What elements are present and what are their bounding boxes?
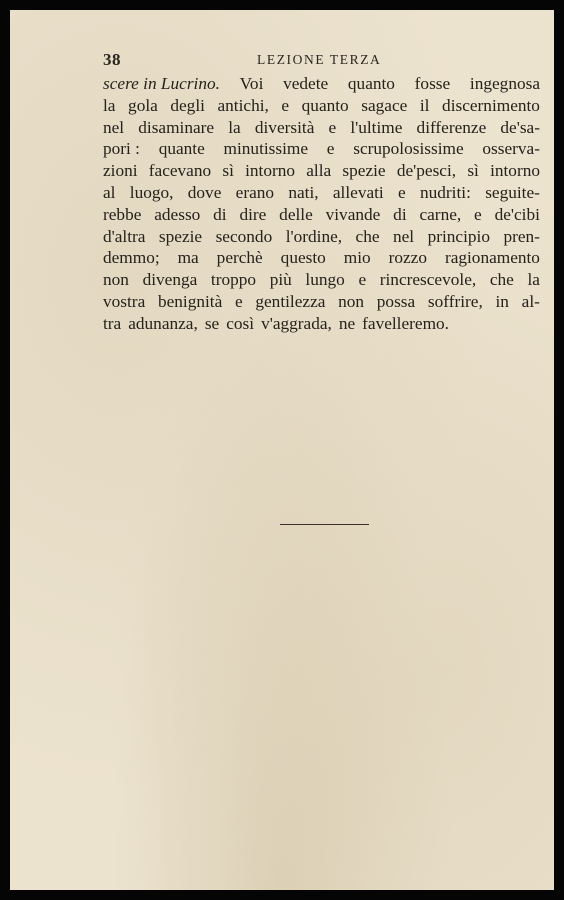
text-word: vivande — [325, 204, 381, 224]
text-line — [103, 73, 540, 95]
text-word: nati, — [288, 182, 319, 202]
text-word: di — [393, 204, 407, 224]
text-word: e — [281, 95, 290, 115]
text-word: sì — [222, 161, 234, 181]
text-word: d'altra — [103, 226, 146, 246]
text-word: in — [495, 291, 509, 311]
text-word: l'ultime — [350, 117, 403, 137]
text-word: scrupolosissime — [353, 139, 464, 159]
text-line — [103, 226, 540, 248]
text-word: adunanza, — [128, 313, 198, 333]
text-word: spezie — [342, 161, 386, 181]
text-line — [103, 204, 540, 226]
text-word: vedete — [283, 74, 329, 93]
text-word: de'cibi — [494, 204, 540, 224]
text-word: perchè — [216, 248, 263, 268]
text-word: al — [103, 182, 116, 202]
text-word: nel — [393, 226, 415, 246]
page-header — [103, 50, 550, 72]
text-word: secondo — [215, 226, 273, 246]
text-word: l'ordine, — [285, 226, 343, 246]
text-line — [103, 291, 540, 313]
text-word: sagace — [361, 95, 408, 115]
text-word: degli — [170, 95, 205, 115]
text-word: vostra — [103, 291, 146, 311]
text-word: demmo; — [103, 248, 160, 268]
text-word: intorno — [490, 161, 540, 181]
text-word: troppo — [210, 270, 257, 290]
text-word: quante — [158, 139, 205, 159]
text-word: lungo — [305, 270, 345, 290]
text-word: che — [489, 270, 514, 290]
text-word: possa — [376, 291, 416, 311]
text-word: principio — [427, 226, 490, 246]
text-word: differenze — [416, 117, 487, 137]
text-word: la — [103, 95, 116, 115]
text-word: ragionamento — [444, 248, 540, 268]
text-word: più — [269, 270, 292, 290]
text-word: e — [328, 117, 337, 137]
text-word: carne, — [419, 204, 462, 224]
body-paragraph — [103, 73, 540, 335]
text-word: scere in Lucrino. — [103, 74, 220, 93]
text-word: delle — [279, 204, 313, 224]
book-page — [10, 10, 554, 890]
text-word: divenga — [142, 270, 198, 290]
text-word: tra — [103, 313, 122, 333]
section-divider-rule — [280, 524, 369, 525]
text-word: gentilezza — [255, 291, 326, 311]
text-word: e — [398, 182, 406, 202]
text-line — [103, 313, 540, 335]
text-word: soffrire, — [427, 291, 483, 311]
text-word: e — [474, 204, 482, 224]
text-word: antichi, — [217, 95, 269, 115]
text-line — [103, 160, 540, 182]
text-word: la — [527, 270, 540, 290]
text-word: diversità — [254, 117, 315, 137]
text-word: ne — [338, 313, 356, 333]
text-word: rebbe — [103, 204, 142, 224]
text-word: gola — [128, 95, 158, 115]
text-word: rincrescevole, — [379, 270, 477, 290]
text-word: non — [103, 270, 129, 290]
text-word: pren- — [503, 226, 540, 246]
text-word: disaminare — [138, 117, 215, 137]
text-word: pori : — [103, 139, 140, 159]
text-word: mio — [343, 248, 371, 268]
text-word: spezie — [158, 226, 203, 246]
text-word: Voi — [239, 74, 264, 93]
text-word: de'pesci, — [396, 161, 457, 181]
text-word: erano — [235, 182, 275, 202]
text-word: zioni — [103, 161, 138, 181]
text-word: intorno — [245, 161, 296, 181]
text-word: questo — [280, 248, 326, 268]
text-word: se — [204, 313, 220, 333]
text-word: così — [226, 313, 255, 333]
text-word: facevano — [148, 161, 212, 181]
text-word: dire — [239, 204, 267, 224]
text-word: e — [326, 139, 335, 159]
text-word: alla — [306, 161, 332, 181]
text-word: la — [228, 117, 241, 137]
text-line — [103, 95, 540, 117]
text-word: dove — [187, 182, 222, 202]
text-word: allevati — [332, 182, 384, 202]
text-word: nel — [103, 117, 125, 137]
text-word: luogo, — [129, 182, 174, 202]
text-word: al- — [521, 291, 540, 311]
text-word: adesso — [154, 204, 201, 224]
text-word: minutissime — [223, 139, 309, 159]
text-word: che — [355, 226, 380, 246]
text-word: il — [419, 95, 430, 115]
text-word: ingegnosa — [469, 74, 540, 93]
text-line — [103, 138, 540, 160]
text-word: sì — [467, 161, 479, 181]
text-line — [103, 117, 540, 139]
text-line — [103, 269, 540, 291]
text-word: non — [338, 291, 365, 311]
text-word: benignità — [157, 291, 223, 311]
running-head: LEZIONE TERZA — [257, 52, 382, 67]
text-word: seguite- — [485, 182, 540, 202]
text-word: v'aggrada, — [261, 313, 332, 333]
text-word: e — [234, 291, 243, 311]
text-word: rozzo — [388, 248, 427, 268]
text-word: nudriti: — [420, 182, 471, 202]
text-word: ma — [177, 248, 199, 268]
text-word: discernimento — [442, 95, 540, 115]
text-word: e — [358, 270, 367, 290]
text-line — [103, 182, 540, 204]
text-word: di — [213, 204, 227, 224]
text-word: fosse — [414, 74, 451, 93]
text-word: quanto — [301, 95, 349, 115]
text-word: favelleremo. — [362, 313, 449, 333]
text-line — [103, 247, 540, 269]
text-word: osserva- — [482, 139, 540, 159]
page-number: 38 — [103, 50, 121, 69]
text-word: de'sa- — [500, 117, 540, 137]
text-word: quanto — [347, 74, 395, 93]
